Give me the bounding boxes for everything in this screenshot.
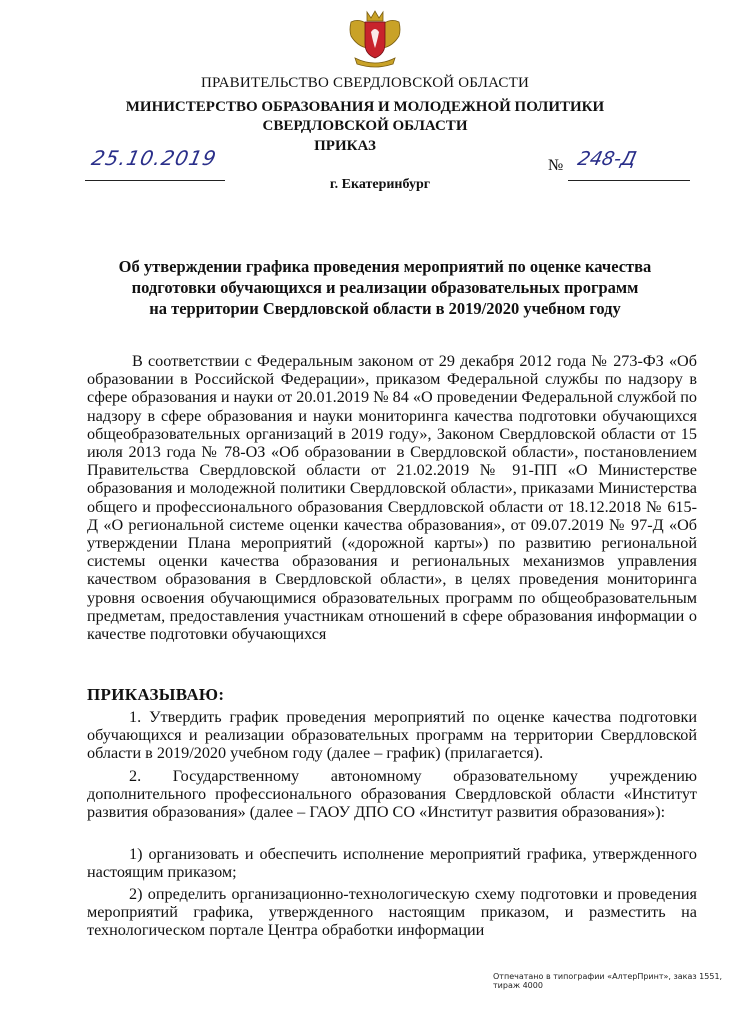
ministry-line-1: МИНИСТЕРСТВО ОБРАЗОВАНИЯ И МОЛОДЕЖНОЙ ПОЛИТИКИ (125, 99, 605, 115)
city: г. Екатеринбург (329, 177, 431, 192)
number-label: № (548, 157, 564, 174)
clause-2-subitem-2: 2) определить организационно-технологическую схему подготовки и проведения мероприятий графика, утвержденного настоящим приказом, и разместить на технологическом портале Центра обработки информации (87, 885, 697, 940)
title-line-1: Об утверждении графика проведения мероприятий по оценке качества (118, 257, 652, 276)
coat-of-arms-emblem (345, 8, 405, 70)
clause-2-subitem-1: 1) организовать и обеспечить исполнение мероприятий графика, утвержденного настоящим приказом; (87, 845, 697, 882)
handwritten-number: 248-Д (575, 148, 639, 170)
clause-1: 1. Утвердить график проведения мероприятий по оценке качества подготовки обучающихся и реализации образовательных программ на территории Свердловской области в 2019/2020 учебном году (далее – график) (прилагается). (87, 708, 697, 763)
title-line-2: подготовки обучающихся и реализации образовательных программ (131, 278, 639, 297)
printer-note: Отпечатано в типографии «АлтерПринт», заказ 1551, тираж 4000 (493, 972, 723, 990)
title-line-3: на территории Свердловской области в 2019/2020 учебном году (149, 299, 621, 318)
handwritten-date: 25.10.2019 (89, 146, 220, 170)
document-title (20, 256, 730, 319)
government-name: ПРАВИТЕЛЬСТВО СВЕРДЛОВСКОЙ ОБЛАСТИ (200, 75, 530, 91)
ministry-line-2: СВЕРДЛОВСКОЙ ОБЛАСТИ (262, 118, 468, 134)
preamble-paragraph: В соответствии с Федеральным законом от 29 декабря 2012 года № 273-ФЗ «Об образовании в Российской Федерации», приказом Федеральной службы по надзору в сфере образования и науки от 20.01.2019 № 84 «О проведении Федеральной службой по надзору в сфере образования и науки мониторинга качества подготовки обучающихся общеобразовательных организаций в 2019 году», Законом Свердловской области от 15 июля 2013 года № 78-ОЗ «Об образовании в Свердловской области», постановлением Правительства Свердловской области от 21.02.2019 № 91-ПП «О Министерстве образования и молодежной политики Свердловской области», приказами Министерства общего и профессионального образования Свердловской области от 18.12.2018 № 615-Д «О региональной системе оценки качества образования», от 09.07.2019 № 97-Д «Об утверждении Плана мероприятий («дорожной карты») по развитию региональной системы оценки качества образования и региональных механизмов управления качеством образования в Свердловской области», в целях проведения мониторинга уровня освоения обучающимися образовательных программ по общеобразовательным предметам, предоставления участникам отношений в сфере образования информации о качестве подготовки обучающихся (87, 352, 697, 644)
document-type: ПРИКАЗ (314, 138, 376, 154)
ministry-name (0, 98, 730, 136)
clause-2: 2. Государственному автономному образовательному учреждению дополнительного профессионального образования Свердловской области «Институт развития образования» (далее – ГАОУ ДПО СО «Институт развития образования»): (87, 767, 697, 822)
order-word: ПРИКАЗЫВАЮ: (87, 685, 225, 704)
